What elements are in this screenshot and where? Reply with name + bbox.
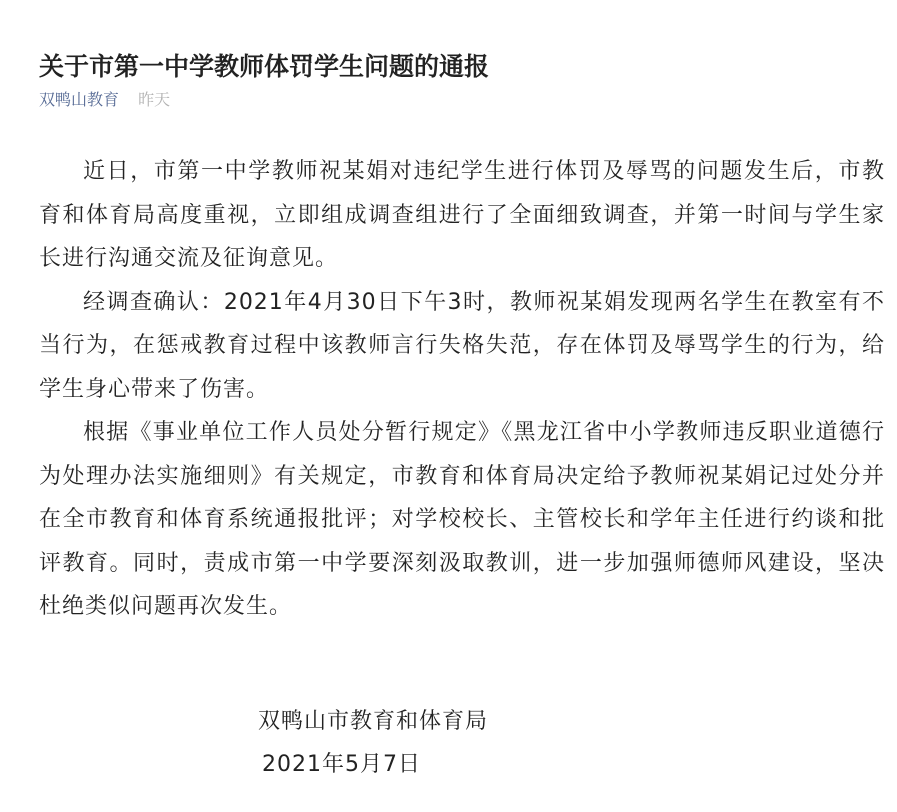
paragraph-decision: 根据《事业单位工作人员处分暂行规定》《黑龙江省中小学教师违反职业道德行为处理办法实施细则》有关规定，市教育和体育局决定给予教师祝某娟记过处分并在全市教育和体育系统通报批评；对学校校长、主管校长和学年主任进行约谈和批评教育。同时，责成市第一中学要深刻汲取教训，进一步加强师德师风建设，坚决杜绝类似问题再次发生。 [39, 420, 885, 619]
article-title: 关于市第一中学教师体罚学生问题的通报 [39, 51, 490, 81]
signature-organization: 双鸭山市教育和体育局 [258, 709, 489, 734]
signature-date: 2021年5月7日 [262, 752, 421, 777]
article-meta [39, 88, 170, 112]
article-body [39, 150, 885, 629]
paragraph-findings: 经调查确认：2021年4月30日下午3时，教师祝某娟发现两名学生在教室有不当行为，在惩戒教育过程中该教师言行失格失范，存在体罚及辱骂学生的行为，给学生身心带来了伤害。 [39, 289, 885, 402]
publish-time: 昨天 [138, 90, 171, 109]
paragraph-intro: 近日，市第一中学教师祝某娟对违纪学生进行体罚及辱骂的问题发生后，市教育和体育局高度重视，立即组成调查组进行了全面细致调查，并第一时间与学生家长进行沟通交流及征询意见。 [39, 159, 885, 271]
account-name-link[interactable]: 双鸭山教育 [39, 90, 120, 109]
